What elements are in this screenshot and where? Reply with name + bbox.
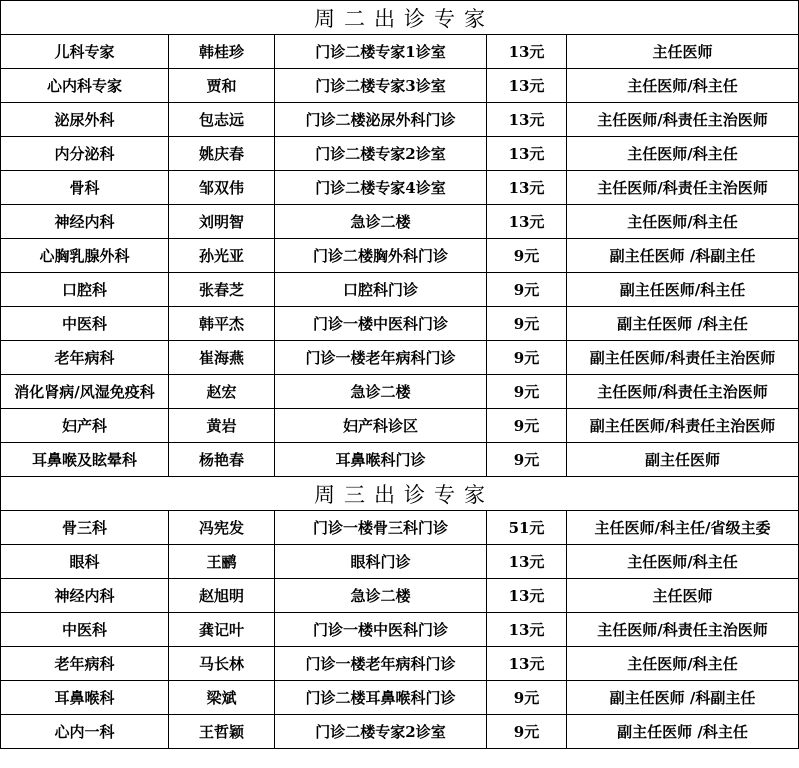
schedule-body — [1, 1, 799, 749]
table-row — [1, 545, 799, 579]
doctor-title-cell: 副主任医师 /科副主任 — [567, 239, 799, 273]
registration-fee-cell: 9元 — [487, 273, 567, 307]
registration-fee-cell: 9元 — [487, 239, 567, 273]
doctor-name-cell: 包志远 — [169, 103, 275, 137]
doctor-name-cell: 刘明智 — [169, 205, 275, 239]
registration-fee-cell: 51元 — [487, 511, 567, 545]
doctor-name-cell: 马长林 — [169, 647, 275, 681]
clinic-location-cell: 耳鼻喉科门诊 — [275, 443, 487, 477]
department-cell: 眼科 — [1, 545, 169, 579]
doctor-title-cell: 主任医师/科主任 — [567, 647, 799, 681]
doctor-name-cell: 姚庆春 — [169, 137, 275, 171]
doctor-name-cell: 赵宏 — [169, 375, 275, 409]
registration-fee-cell: 13元 — [487, 545, 567, 579]
clinic-location-cell: 门诊二楼胸外科门诊 — [275, 239, 487, 273]
doctor-name-cell: 杨艳春 — [169, 443, 275, 477]
doctor-name-cell: 龚记叶 — [169, 613, 275, 647]
section-title: 周二出诊专家 — [314, 6, 494, 31]
registration-fee-cell: 9元 — [487, 715, 567, 749]
section-title-cell — [1, 477, 799, 511]
clinic-location-cell: 急诊二楼 — [275, 205, 487, 239]
doctor-title-cell: 主任医师/科责任主治医师 — [567, 375, 799, 409]
department-cell: 泌尿外科 — [1, 103, 169, 137]
department-cell: 心内科专家 — [1, 69, 169, 103]
clinic-location-cell: 眼科门诊 — [275, 545, 487, 579]
department-cell: 心内一科 — [1, 715, 169, 749]
section-header-row — [1, 477, 799, 511]
doctor-name-cell: 王鹂 — [169, 545, 275, 579]
table-row — [1, 681, 799, 715]
doctor-name-cell: 梁斌 — [169, 681, 275, 715]
doctor-name-cell: 邹双伟 — [169, 171, 275, 205]
department-cell: 神经内科 — [1, 579, 169, 613]
table-row — [1, 35, 799, 69]
table-row — [1, 171, 799, 205]
department-cell: 老年病科 — [1, 647, 169, 681]
clinic-location-cell: 妇产科诊区 — [275, 409, 487, 443]
clinic-location-cell: 门诊一楼老年病科门诊 — [275, 647, 487, 681]
doctor-title-cell: 副主任医师/科责任主治医师 — [567, 341, 799, 375]
department-cell: 口腔科 — [1, 273, 169, 307]
department-cell: 耳鼻喉科 — [1, 681, 169, 715]
table-row — [1, 579, 799, 613]
doctor-title-cell: 主任医师/科责任主治医师 — [567, 613, 799, 647]
section-title: 周三出诊专家 — [314, 482, 494, 507]
table-row — [1, 69, 799, 103]
registration-fee-cell: 9元 — [487, 681, 567, 715]
department-cell: 妇产科 — [1, 409, 169, 443]
department-cell: 内分泌科 — [1, 137, 169, 171]
department-cell: 神经内科 — [1, 205, 169, 239]
doctor-name-cell: 赵旭明 — [169, 579, 275, 613]
table-row — [1, 375, 799, 409]
table-row — [1, 239, 799, 273]
department-cell: 心胸乳腺外科 — [1, 239, 169, 273]
doctor-title-cell: 主任医师/科主任 — [567, 69, 799, 103]
section-title-cell — [1, 1, 799, 35]
department-cell: 耳鼻喉及眩晕科 — [1, 443, 169, 477]
doctor-title-cell: 主任医师/科主任 — [567, 545, 799, 579]
clinic-location-cell: 口腔科门诊 — [275, 273, 487, 307]
doctor-title-cell: 主任医师/科主任 — [567, 205, 799, 239]
doctor-title-cell: 副主任医师 /科主任 — [567, 307, 799, 341]
table-row — [1, 409, 799, 443]
registration-fee-cell: 9元 — [487, 409, 567, 443]
clinic-location-cell: 门诊一楼老年病科门诊 — [275, 341, 487, 375]
clinic-location-cell: 急诊二楼 — [275, 579, 487, 613]
doctor-title-cell: 副主任医师 /科副主任 — [567, 681, 799, 715]
doctor-name-cell: 王哲颖 — [169, 715, 275, 749]
doctor-title-cell: 主任医师/科责任主治医师 — [567, 171, 799, 205]
doctor-title-cell: 副主任医师/科主任 — [567, 273, 799, 307]
department-cell: 骨科 — [1, 171, 169, 205]
table-row — [1, 341, 799, 375]
doctor-name-cell: 孙光亚 — [169, 239, 275, 273]
clinic-location-cell: 门诊二楼耳鼻喉科门诊 — [275, 681, 487, 715]
table-row — [1, 443, 799, 477]
registration-fee-cell: 13元 — [487, 137, 567, 171]
doctor-name-cell: 韩桂珍 — [169, 35, 275, 69]
table-row — [1, 205, 799, 239]
table-row — [1, 647, 799, 681]
doctor-title-cell: 主任医师/科主任/省级主委 — [567, 511, 799, 545]
registration-fee-cell: 13元 — [487, 579, 567, 613]
clinic-location-cell: 门诊一楼中医科门诊 — [275, 613, 487, 647]
doctor-name-cell: 韩平杰 — [169, 307, 275, 341]
department-cell: 消化肾病/风湿免疫科 — [1, 375, 169, 409]
doctor-title-cell: 副主任医师/科责任主治医师 — [567, 409, 799, 443]
table-row — [1, 273, 799, 307]
table-row — [1, 715, 799, 749]
table-row — [1, 103, 799, 137]
clinic-location-cell: 门诊一楼骨三科门诊 — [275, 511, 487, 545]
clinic-location-cell: 急诊二楼 — [275, 375, 487, 409]
doctor-name-cell: 黄岩 — [169, 409, 275, 443]
clinic-location-cell: 门诊二楼专家1诊室 — [275, 35, 487, 69]
department-cell: 儿科专家 — [1, 35, 169, 69]
doctor-name-cell: 贾和 — [169, 69, 275, 103]
registration-fee-cell: 13元 — [487, 205, 567, 239]
registration-fee-cell: 13元 — [487, 647, 567, 681]
registration-fee-cell: 9元 — [487, 375, 567, 409]
registration-fee-cell: 9元 — [487, 341, 567, 375]
department-cell: 中医科 — [1, 307, 169, 341]
clinic-location-cell: 门诊二楼专家3诊室 — [275, 69, 487, 103]
registration-fee-cell: 13元 — [487, 69, 567, 103]
doctor-title-cell: 副主任医师 — [567, 443, 799, 477]
registration-fee-cell: 13元 — [487, 103, 567, 137]
table-row — [1, 137, 799, 171]
clinic-location-cell: 门诊二楼泌尿外科门诊 — [275, 103, 487, 137]
clinic-location-cell: 门诊二楼专家2诊室 — [275, 137, 487, 171]
registration-fee-cell: 13元 — [487, 613, 567, 647]
doctor-title-cell: 主任医师/科主任 — [567, 137, 799, 171]
doctor-title-cell: 副主任医师 /科主任 — [567, 715, 799, 749]
table-row — [1, 511, 799, 545]
doctor-name-cell: 张春芝 — [169, 273, 275, 307]
doctor-title-cell: 主任医师 — [567, 579, 799, 613]
clinic-location-cell: 门诊二楼专家4诊室 — [275, 171, 487, 205]
table-row — [1, 613, 799, 647]
registration-fee-cell: 9元 — [487, 443, 567, 477]
clinic-location-cell: 门诊一楼中医科门诊 — [275, 307, 487, 341]
registration-fee-cell: 13元 — [487, 35, 567, 69]
clinic-location-cell: 门诊二楼专家2诊室 — [275, 715, 487, 749]
department-cell: 骨三科 — [1, 511, 169, 545]
doctor-name-cell: 崔海燕 — [169, 341, 275, 375]
registration-fee-cell: 13元 — [487, 171, 567, 205]
registration-fee-cell: 9元 — [487, 307, 567, 341]
department-cell: 老年病科 — [1, 341, 169, 375]
doctor-name-cell: 冯宪发 — [169, 511, 275, 545]
doctor-title-cell: 主任医师/科责任主治医师 — [567, 103, 799, 137]
doctor-title-cell: 主任医师 — [567, 35, 799, 69]
section-header-row — [1, 1, 799, 35]
department-cell: 中医科 — [1, 613, 169, 647]
table-row — [1, 307, 799, 341]
